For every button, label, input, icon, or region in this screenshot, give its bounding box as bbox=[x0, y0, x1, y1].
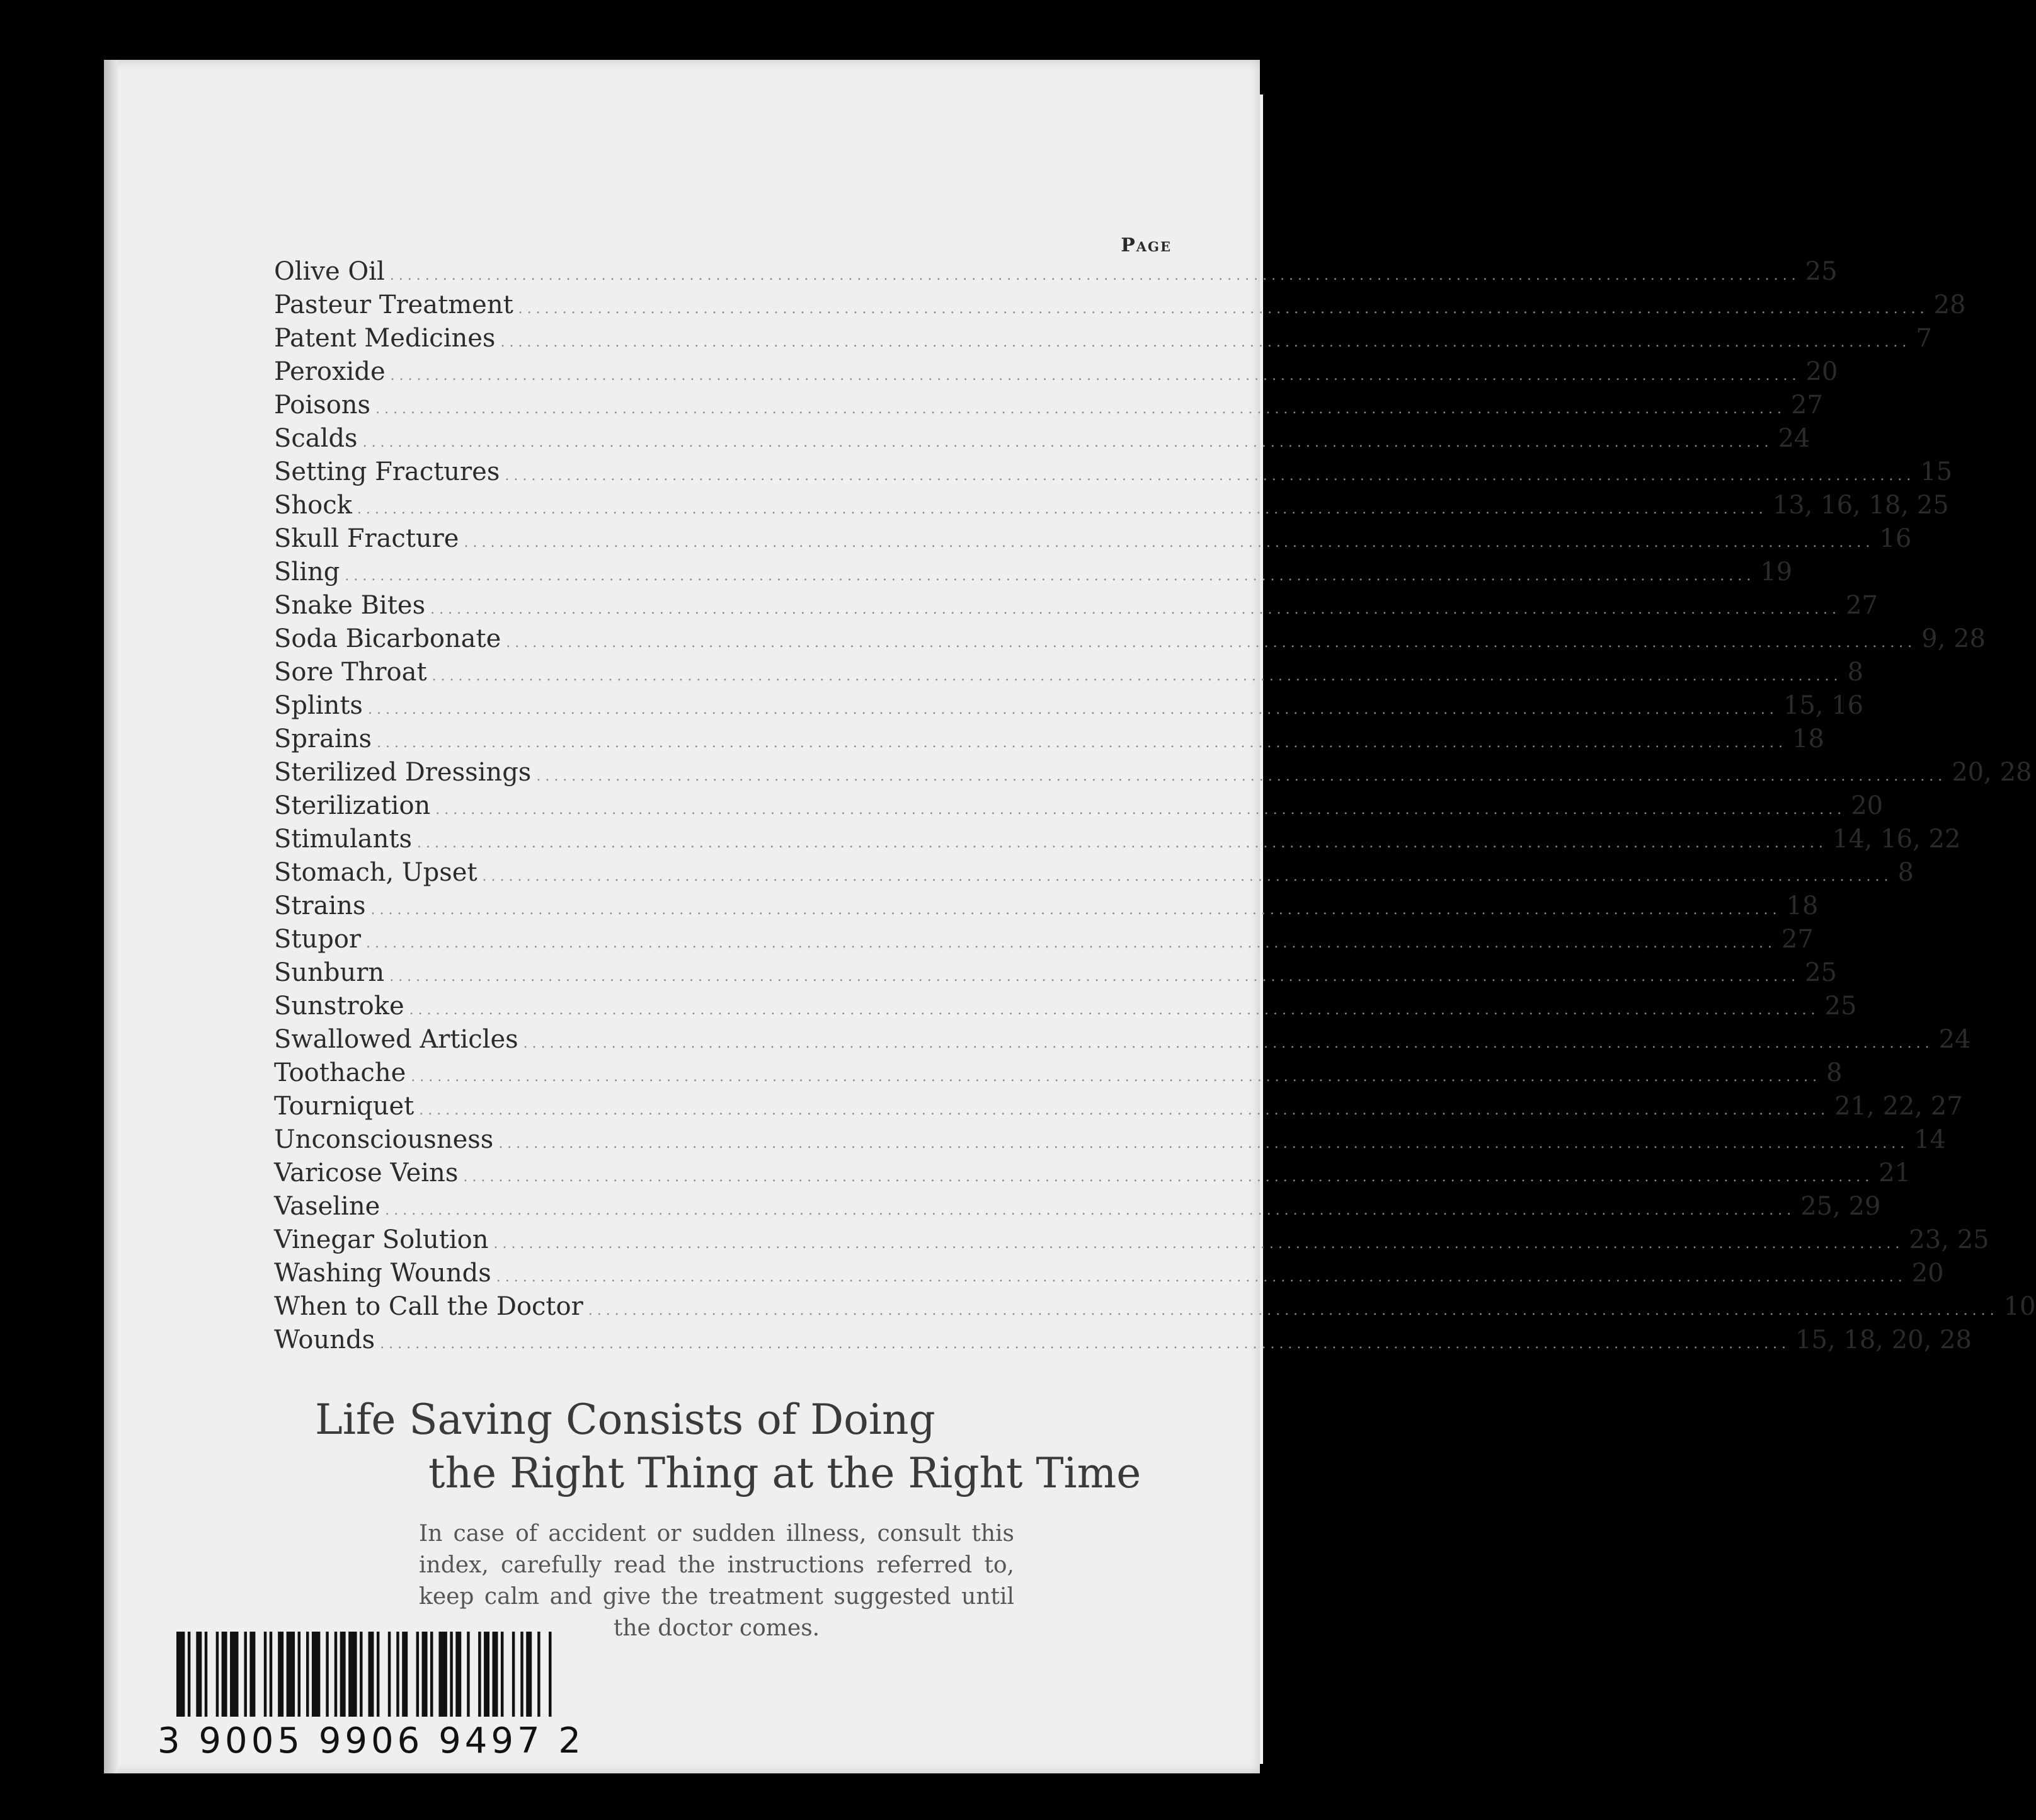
index-entry bbox=[274, 422, 1810, 455]
index-term: When to Call the Doctor bbox=[274, 1292, 583, 1321]
index-list bbox=[274, 255, 2036, 1357]
index-page-numbers: 25 bbox=[1805, 257, 1838, 286]
index-term: Stimulants bbox=[274, 825, 412, 854]
index-page-numbers: 25 bbox=[1824, 992, 1857, 1021]
index-term: Splints bbox=[274, 691, 363, 720]
dot-leader: ................................................................................................................................................................ bbox=[389, 969, 1800, 985]
index-entry bbox=[274, 656, 1863, 689]
index-term: Skull Fracture bbox=[274, 524, 459, 553]
index-page-numbers: 21, 22, 27 bbox=[1834, 1092, 1963, 1121]
index-page-numbers: 13, 16, 18, 25 bbox=[1772, 491, 1949, 520]
index-entry bbox=[274, 589, 1878, 622]
index-term: Strains bbox=[274, 891, 366, 920]
index-entry bbox=[274, 289, 1966, 322]
dot-leader: ................................................................................................................................................................ bbox=[493, 1236, 1904, 1252]
dot-leader: ................................................................................................................................................................ bbox=[463, 1169, 1874, 1185]
index-page-numbers: 21 bbox=[1879, 1159, 1911, 1188]
index-entry bbox=[274, 990, 1857, 1023]
dot-leader: ................................................................................................................................................................ bbox=[432, 668, 1843, 684]
dot-leader: ................................................................................................................................................................ bbox=[498, 1136, 1909, 1152]
dot-leader: ................................................................................................................................................................ bbox=[345, 568, 1756, 584]
index-entry bbox=[274, 1056, 1843, 1090]
index-entry bbox=[274, 890, 1819, 923]
index-page-numbers: 25 bbox=[1805, 958, 1837, 987]
index-page-numbers: 15, 16 bbox=[1783, 691, 1864, 720]
index-term: Pasteur Treatment bbox=[274, 290, 513, 319]
index-page-numbers: 18 bbox=[1792, 724, 1824, 753]
index-page-numbers: 25, 29 bbox=[1800, 1192, 1881, 1221]
dot-leader: ................................................................................................................................................................ bbox=[385, 1203, 1796, 1218]
index-entry bbox=[274, 522, 1912, 556]
dot-leader: ................................................................................................................................................................ bbox=[380, 1336, 1791, 1352]
dot-leader: ................................................................................................................................................................ bbox=[370, 902, 1782, 918]
dot-leader: ................................................................................................................................................................ bbox=[389, 268, 1800, 283]
index-term: Varicose Veins bbox=[274, 1159, 459, 1188]
barcode-number: 3 9005 9906 9497 2 bbox=[157, 1720, 585, 1761]
index-page-numbers: 14 bbox=[1914, 1125, 1947, 1154]
index-entry bbox=[274, 1190, 1881, 1223]
dot-leader: ................................................................................................................................................................ bbox=[505, 468, 1916, 484]
dot-leader: ................................................................................................................................................................ bbox=[523, 1036, 1934, 1051]
index-page-numbers: 7 bbox=[1916, 324, 1932, 353]
index-entry bbox=[274, 1290, 2036, 1324]
index-term: Toothache bbox=[274, 1058, 406, 1087]
index-page-numbers: 18 bbox=[1786, 891, 1819, 920]
dot-leader: ................................................................................................................................................................ bbox=[500, 335, 1911, 350]
index-entry bbox=[274, 1023, 1971, 1056]
index-term: Sling bbox=[274, 558, 340, 587]
index-page-numbers: 15, 18, 20, 28 bbox=[1795, 1325, 1972, 1354]
index-entry bbox=[274, 1157, 1911, 1190]
index-page-numbers: 28 bbox=[1933, 290, 1966, 319]
dot-leader: ................................................................................................................................................................ bbox=[430, 602, 1841, 617]
index-page-numbers: 10 bbox=[2003, 1292, 2036, 1321]
index-page-numbers: 27 bbox=[1790, 391, 1823, 420]
motto-line-1: Life Saving Consists of Doing bbox=[315, 1395, 935, 1444]
index-entry bbox=[274, 723, 1824, 756]
index-term: Setting Fractures bbox=[274, 457, 500, 486]
index-term: Sterilized Dressings bbox=[274, 758, 532, 787]
dot-leader: ................................................................................................................................................................ bbox=[390, 368, 1801, 384]
index-entry bbox=[274, 689, 1864, 723]
index-page-numbers: 23, 25 bbox=[1909, 1225, 1989, 1254]
dot-leader: ................................................................................................................................................................ bbox=[419, 1102, 1830, 1118]
index-entry bbox=[274, 1324, 1972, 1357]
dot-leader: ................................................................................................................................................................ bbox=[464, 535, 1875, 551]
index-page-numbers: 14, 16, 22 bbox=[1832, 825, 1961, 854]
index-term: Washing Wounds bbox=[274, 1259, 491, 1288]
dot-leader: ................................................................................................................................................................ bbox=[357, 501, 1768, 517]
index-term: Unconsciousness bbox=[274, 1125, 494, 1154]
dot-leader: ................................................................................................................................................................ bbox=[367, 702, 1778, 718]
instructions-paragraph: In case of accident or sudden illness, consult this index, carefully read the instructions referred to, keep calm and give the treatment suggested until the doctor comes. bbox=[419, 1521, 1014, 1641]
dot-leader: ................................................................................................................................................................ bbox=[536, 769, 1947, 784]
index-entry bbox=[274, 556, 1793, 589]
index-page-numbers: 27 bbox=[1781, 925, 1814, 954]
dot-leader: ................................................................................................................................................................ bbox=[506, 635, 1917, 651]
index-term: Vaseline bbox=[274, 1192, 380, 1221]
index-term: Sore Throat bbox=[274, 658, 427, 687]
index-entry bbox=[274, 1223, 1989, 1257]
index-entry bbox=[274, 1090, 1963, 1123]
index-page-numbers: 8 bbox=[1897, 858, 1914, 887]
index-page-numbers: 8 bbox=[1826, 1058, 1843, 1087]
index-page-numbers: 9, 28 bbox=[1921, 624, 1986, 653]
dot-leader: ................................................................................................................................................................ bbox=[366, 936, 1776, 951]
index-page-numbers: 24 bbox=[1778, 424, 1810, 453]
index-entry bbox=[274, 823, 1961, 856]
index-term: Patent Medicines bbox=[274, 324, 496, 353]
dot-leader: ................................................................................................................................................................ bbox=[416, 835, 1827, 851]
motto-line-2: the Right Thing at the Right Time bbox=[428, 1449, 1141, 1497]
index-page-numbers: 27 bbox=[1846, 591, 1878, 620]
dot-leader: ................................................................................................................................................................ bbox=[588, 1303, 1999, 1319]
index-entry bbox=[274, 255, 1838, 289]
index-term: Wounds bbox=[274, 1325, 375, 1354]
index-term: Sunstroke bbox=[274, 992, 404, 1021]
index-entry bbox=[274, 389, 1823, 422]
index-entry bbox=[274, 355, 1838, 389]
index-page-numbers: 16 bbox=[1879, 524, 1912, 553]
index-entry bbox=[274, 1123, 1947, 1157]
barcode-bars-icon bbox=[176, 1632, 554, 1717]
index-term: Swallowed Articles bbox=[274, 1025, 518, 1054]
index-page-numbers: 15 bbox=[1920, 457, 1953, 486]
dot-leader: ................................................................................................................................................................ bbox=[377, 735, 1787, 751]
index-term: Snake Bites bbox=[274, 591, 426, 620]
index-term: Shock bbox=[274, 491, 352, 520]
index-term: Tourniquet bbox=[274, 1092, 415, 1121]
page-binding-edge bbox=[104, 60, 118, 1773]
index-entry bbox=[274, 923, 1814, 956]
index-page-numbers: 20 bbox=[1851, 791, 1884, 820]
dot-leader: ................................................................................................................................................................ bbox=[409, 1002, 1820, 1018]
dot-leader: ................................................................................................................................................................ bbox=[482, 869, 1893, 884]
index-entry bbox=[274, 756, 2032, 789]
dot-leader: ................................................................................................................................................................ bbox=[518, 301, 1929, 317]
index-entry bbox=[274, 455, 1953, 489]
index-entry bbox=[274, 489, 1949, 522]
index-page-numbers: 8 bbox=[1847, 658, 1863, 687]
index-entry bbox=[274, 956, 1837, 990]
index-entry bbox=[274, 322, 1932, 355]
index-page-numbers: 19 bbox=[1760, 558, 1793, 587]
index-term: Vinegar Solution bbox=[274, 1225, 489, 1254]
index-page-numbers: 20, 28 bbox=[1952, 758, 2032, 787]
index-page-column-header: Page bbox=[1121, 234, 1172, 256]
index-term: Peroxide bbox=[274, 357, 386, 386]
index-entry bbox=[274, 622, 1986, 656]
dot-leader: ................................................................................................................................................................ bbox=[411, 1069, 1822, 1085]
index-term: Sterilization bbox=[274, 791, 431, 820]
index-page-numbers: 20 bbox=[1911, 1259, 1944, 1288]
index-term: Olive Oil bbox=[274, 257, 385, 286]
index-entry bbox=[274, 856, 1914, 890]
index-page-numbers: 20 bbox=[1805, 357, 1838, 386]
dot-leader: ................................................................................................................................................................ bbox=[375, 401, 1786, 417]
index-term: Sprains bbox=[274, 724, 372, 753]
index-term: Stupor bbox=[274, 925, 362, 954]
dot-leader: ................................................................................................................................................................ bbox=[496, 1269, 1907, 1285]
dot-leader: ................................................................................................................................................................ bbox=[362, 435, 1773, 450]
index-page-numbers: 24 bbox=[1938, 1025, 1971, 1054]
index-entry bbox=[274, 789, 1884, 823]
index-term: Sunburn bbox=[274, 958, 385, 987]
index-term: Stomach, Upset bbox=[274, 858, 478, 887]
index-term: Soda Bicarbonate bbox=[274, 624, 501, 653]
index-entry bbox=[274, 1257, 1944, 1290]
dot-leader: ................................................................................................................................................................ bbox=[435, 802, 1846, 818]
library-barcode bbox=[157, 1632, 585, 1761]
index-term: Poisons bbox=[274, 391, 371, 420]
index-term: Scalds bbox=[274, 424, 358, 453]
